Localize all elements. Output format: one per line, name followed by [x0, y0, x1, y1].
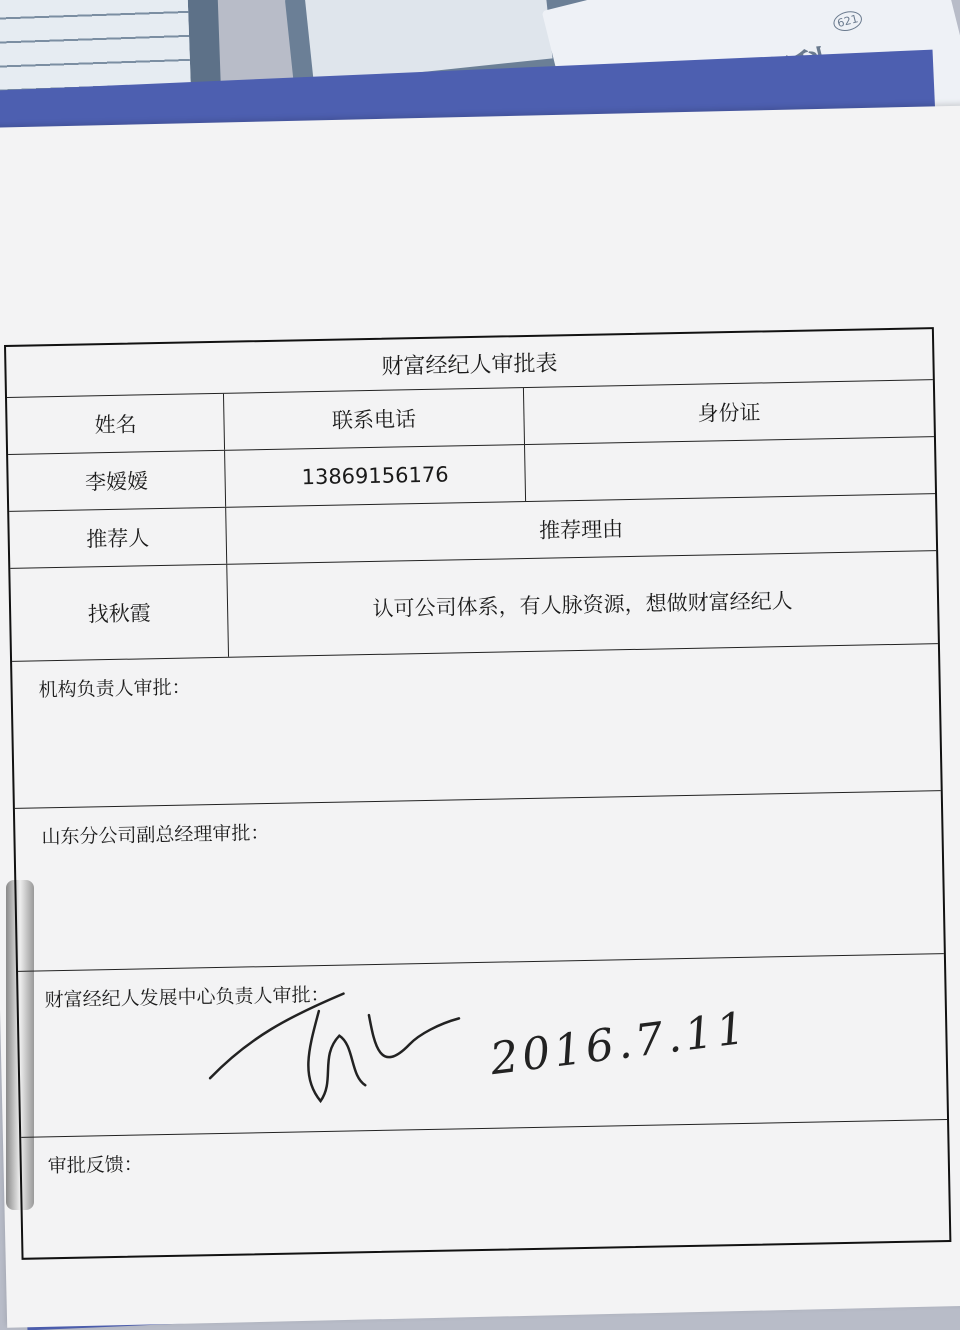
- header-id-card: 身份证: [523, 380, 934, 444]
- approval-center-row: [18, 953, 947, 1137]
- form-title: 财富经纪人审批表: [381, 350, 558, 380]
- header-phone: 联系电话: [223, 388, 524, 450]
- center-head-label: 财富经纪人发展中心负责人审批：: [44, 983, 330, 1012]
- approval-branch-row: [15, 790, 944, 971]
- header-reason: 推荐理由: [225, 494, 936, 564]
- approval-institution-row: [12, 643, 941, 808]
- shandong-deputy-gm-approval: [15, 804, 272, 971]
- shandong-deputy-gm-label: 山东分公司副总经理审批：: [41, 821, 270, 849]
- header-referrer: 推荐人: [86, 526, 150, 552]
- center-head-approval: [18, 966, 752, 1137]
- feedback-label: 审批反馈：: [47, 1153, 143, 1178]
- referral-value-row: [10, 550, 938, 661]
- feedback-section: [21, 1135, 144, 1257]
- referrer-name: 找秋霞: [87, 601, 151, 627]
- applicant-phone: 13869156176: [224, 445, 525, 507]
- handwritten-date: 2016.7.11: [487, 1002, 752, 1086]
- applicant-name: 李嫒嫒: [84, 469, 149, 495]
- handwritten-signature: [168, 973, 471, 1119]
- institution-head-approval: [12, 658, 193, 807]
- header-name: 姓名: [94, 412, 137, 438]
- approval-form: [4, 327, 951, 1260]
- brand-badge: 621: [831, 8, 864, 33]
- applicant-id-card: [524, 437, 935, 501]
- approval-feedback-row: [21, 1119, 949, 1258]
- referral-reason: 认可公司体系，有人脉资源，想做财富经纪人: [226, 551, 938, 657]
- institution-head-label: 机构负责人审批：: [38, 676, 191, 702]
